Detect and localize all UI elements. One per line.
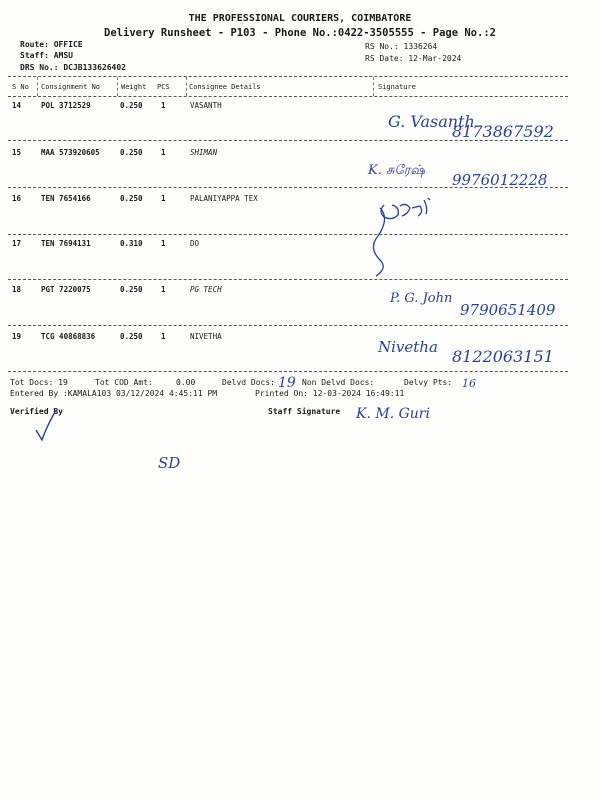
- staff-signature-label: Staff Signature: [268, 407, 341, 416]
- row-consignment: MAA 573920605: [41, 148, 100, 157]
- row19-signature: Nivetha: [378, 338, 438, 356]
- staff-signature-handwritten: K. M. Guri: [356, 406, 430, 422]
- row15-phone: 9976012228: [452, 171, 548, 189]
- row-pcs: 1: [161, 332, 166, 341]
- row18-signature: P. G. John: [390, 291, 453, 306]
- row14-signature: G. Vasanth: [388, 112, 475, 131]
- row-pcs: 1: [161, 101, 166, 110]
- row-consignment: POL 3712529: [41, 101, 91, 110]
- row14-phone: 8173867592: [452, 122, 554, 141]
- row-consignee: PG TECH: [190, 285, 222, 294]
- row-consignment: PGT 7220075: [41, 285, 91, 294]
- row-weight: 0.250: [120, 285, 143, 294]
- col-consignment: Consignment No: [41, 83, 101, 91]
- total-cod-label: Tot COD Amt:: [95, 378, 153, 387]
- total-cod-value: 0.00: [176, 378, 196, 387]
- delivery-points-label: Delvy Pts:: [404, 378, 453, 387]
- row-consignment: TEN 7694131: [41, 239, 91, 248]
- row-weight: 0.250: [120, 148, 143, 157]
- col-weight: Weight: [121, 83, 147, 91]
- row-sno: 17: [12, 239, 22, 248]
- row-weight: 0.310: [120, 239, 143, 248]
- row-sno: 16: [12, 194, 22, 203]
- row-pcs: 1: [161, 239, 166, 248]
- printed-on: Printed On: 12-03-2024 16:49:11: [255, 389, 405, 398]
- row-weight: 0.250: [120, 194, 143, 203]
- row-pcs: 1: [161, 194, 166, 203]
- col-consignee: Consignee Details: [189, 83, 261, 91]
- row-sno: 15: [12, 148, 22, 157]
- route-label: Route: OFFICE: [20, 40, 83, 49]
- verified-by-label: Verified By: [10, 407, 63, 416]
- row-pcs: 1: [161, 148, 166, 157]
- row-sno: 18: [12, 285, 22, 294]
- row-consignee: VASANTH: [190, 101, 222, 110]
- row16-signature-mark: [381, 198, 430, 219]
- drs-number: DRS No.: DCJB133626402: [20, 63, 126, 72]
- row15-signature: K. சுரேஷ்: [368, 163, 425, 178]
- bottom-initials: SD: [158, 454, 181, 472]
- row-consignee: PALANIYAPPA TEX: [190, 194, 258, 203]
- entered-by: Entered By :KAMALA103 03/12/2024 4:45:11 PM: [10, 389, 218, 398]
- delivered-docs-label: Delvd Docs:: [222, 378, 275, 387]
- company-name: THE PROFESSIONAL COURIERS, COIMBATORE: [188, 13, 412, 24]
- runsheet-title: Delivery Runsheet - P103 - Phone No.:0422-3505555 - Page No.:2: [104, 27, 496, 39]
- col-sno: S No: [12, 83, 29, 91]
- row-consignee: SHIMAN: [190, 148, 218, 157]
- verified-tick-mark: [36, 410, 56, 440]
- non-delivered-docs-label: Non Delvd Docs:: [302, 378, 375, 387]
- rs-date: RS Date: 12-Mar-2024: [365, 54, 462, 63]
- row-consignee: NIVETHA: [190, 332, 222, 341]
- col-pcs: PCS: [157, 83, 170, 91]
- delivered-docs-handwritten: 19: [278, 375, 296, 391]
- row-consignment: TEN 7654166: [41, 194, 91, 203]
- row-sno: 19: [12, 332, 22, 341]
- ditto-brace-mark: [373, 208, 384, 276]
- row-sno: 14: [12, 101, 22, 110]
- row-consignment: TCG 40868836: [41, 332, 96, 341]
- row-weight: 0.250: [120, 332, 143, 341]
- row19-phone: 8122063151: [452, 347, 554, 366]
- delivery-points-handwritten: 16: [462, 377, 476, 390]
- staff-label: Staff: AMSU: [20, 51, 73, 60]
- col-signature: Signature: [378, 83, 416, 91]
- total-docs: Tot Docs: 19: [10, 378, 68, 387]
- row-pcs: 1: [161, 285, 166, 294]
- row-weight: 0.250: [120, 101, 143, 110]
- row18-phone: 9790651409: [460, 301, 556, 319]
- row-consignee: DO: [190, 239, 200, 248]
- rs-number: RS No.: 1336264: [365, 42, 438, 51]
